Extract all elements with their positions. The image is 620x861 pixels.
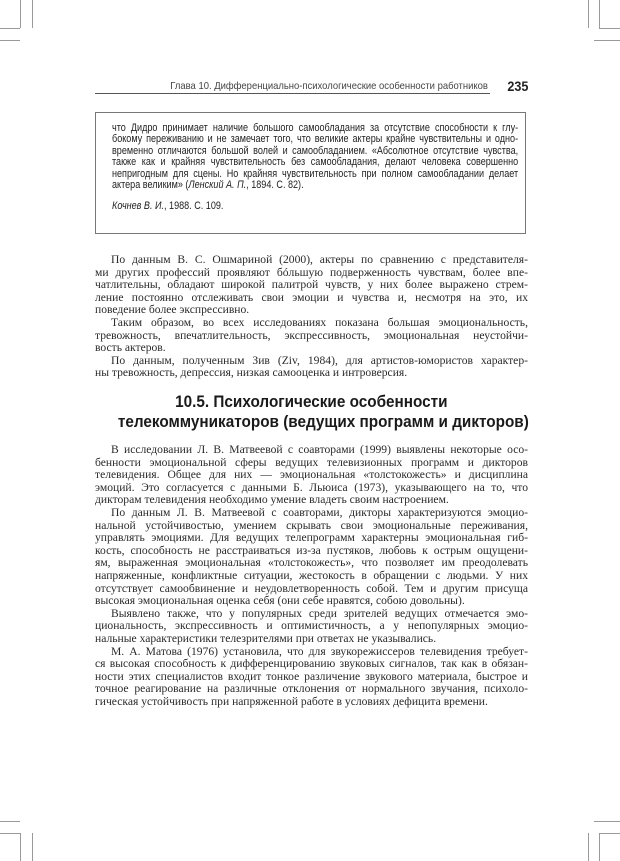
section-heading-line: 10.5. Психологические особенности — [175, 392, 448, 411]
paragraph-line: Таким образом, во всех исследованиях показана большая эмоциональность, — [111, 315, 528, 329]
crop-mark — [0, 28, 20, 29]
paragraph-line: ми других профессий проявляют бóльшую подверженность чувствам, более впе- — [95, 265, 528, 279]
quote-line: что Дидро принимает наличие большого самообладания за отсутствие способности к глу- — [112, 122, 519, 134]
crop-mark — [0, 40, 20, 41]
crop-mark — [599, 833, 620, 834]
paragraph-line: Выявлено также, что у популярных среди зрителей ведущих отмечается эмо- — [111, 606, 528, 620]
paragraph-line: По данным В. С. Ошмариной (2000), актеры по сравнению с представителя- — [111, 253, 528, 266]
paragraph-line: нальной устойчивостью, умением скрывать свои эмоциональные переживания, — [95, 518, 528, 532]
quote-line: также как и крайняя чувствительность без самообладания, делают человека совершенно — [112, 156, 519, 169]
crop-mark — [599, 28, 620, 29]
quote-box — [95, 112, 526, 234]
body-text-before — [95, 254, 528, 380]
paragraph-line: По данным Л. В. Матвеевой с соавторами, дикторы характеризуются эмоцио- — [111, 505, 528, 519]
paragraph-line: телевидения. Общее для них — эмоциональная «толстокожесть» и дисциплина — [95, 468, 528, 482]
crop-mark — [0, 821, 20, 822]
quote-text: , 1894. С. 82). — [246, 179, 304, 192]
paragraph-line: ны тревожность, депрессия, низкая самооценка и интроверсия. — [95, 366, 408, 380]
section-heading-line: телекоммуникаторов (ведущих программ и дикторов) — [117, 412, 529, 431]
paragraph-line: чатлительны, обладают широкой палитрой чувств, у них более выражено стрем- — [95, 278, 528, 292]
paragraph-line: нальные характеристики телезрителями при ответах не указывались. — [95, 631, 437, 645]
paragraph-line: высокая эмоциональная оценка себя (они себе нравятся, собою довольны). — [95, 594, 465, 608]
crop-mark — [599, 0, 600, 28]
paragraph-line: кость, способность не расстраиваться из-за пустяков, любовь к острым ощущени- — [95, 543, 528, 557]
paragraph-line: ся высокая способность к дифференцированию звуковых сигналов, так как в обязан- — [95, 657, 528, 671]
quote-line: непригодным для сцены. Но крайняя чувствительность при полном самообладании делает — [112, 167, 519, 180]
quote-source — [112, 201, 518, 212]
quote-last-line — [112, 180, 518, 191]
paragraph-line: тревожность, впечатлительность, экспрессивность, эмоциональная неустойчи- — [95, 328, 528, 342]
crop-mark — [32, 833, 33, 861]
crop-mark — [594, 821, 620, 822]
paragraph-line: бенности эмоциональной сферы ведущих телевизионных программ и дикторов — [95, 455, 528, 469]
paragraph-line: ности этих специалистов входит тонкое различение звукового материала, быстрое и — [95, 669, 528, 683]
quote-line: бокому переживанию и не замечает того, что великие актеры крайне чувствительны и одно- — [112, 133, 519, 146]
crop-mark — [588, 833, 589, 861]
paragraph-line: ление постоянно отслеживать свои эмоции и чувства и, несмотря на это, их — [95, 290, 528, 304]
source-details: , 1988. С. 109. — [163, 200, 224, 213]
paragraph-line: отсутствует самообвинение и неудовлетворенность собой. Тем и другим присуща — [95, 581, 528, 595]
paragraph-line: М. А. Матова (1976) установила, что для звукорежиссеров телевидения требует- — [111, 644, 528, 658]
paragraph-line: ям, выраженная эмоциональная «толстокожесть», что позволяет им преодолевать — [95, 556, 528, 570]
paragraph-line: управлять эмоциями. Для ведущих телепрограмм характерны эмоциональная гиб- — [95, 531, 528, 545]
paragraph-line: напряженные, конфликтные ситуации, жестокость в обращении с людьми. У них — [95, 568, 528, 582]
quote-text: актера великим» ( — [112, 179, 189, 192]
paragraph-line: В исследовании Л. В. Матвеевой с соавторами (1999) выявлены некоторые осо- — [111, 443, 528, 456]
quote-line: временно отличаются большой волей и самообладанием. «Абсолютное отсутствие чувства, — [112, 144, 519, 157]
body-text-after — [95, 444, 528, 708]
crop-mark — [32, 0, 33, 28]
crop-mark — [599, 833, 600, 861]
header-rule — [95, 93, 490, 94]
paragraph-line: По данным, полученным Зив (Ziv, 1984), для артистов-юмористов характер- — [111, 353, 528, 367]
source-author: Кочнев В. И. — [112, 200, 164, 213]
paragraph-line: точное реагирование на различные отклонения от нормального звучания, психоло- — [95, 682, 528, 696]
paragraph-line: вость актеров. — [95, 341, 166, 355]
paragraph-line: поведение более экспрессивно. — [95, 303, 250, 317]
paragraph-line: дикторам телевидения необходимо умение владеть своим настроением. — [95, 493, 449, 507]
paragraph-line: циональность, экспрессивность и оптимистичность, а у непопулярных эмоцио- — [95, 619, 528, 633]
page-number: 235 — [506, 78, 528, 94]
crop-mark — [20, 0, 21, 28]
running-head — [95, 80, 528, 96]
section-heading — [95, 392, 528, 432]
paragraph-line: гическая устойчивость при напряженной работе в условиях дефицита времени. — [95, 694, 488, 708]
quote-author: Ленский А. П. — [188, 179, 247, 192]
crop-mark — [20, 833, 21, 861]
paragraph-line: эмоций. Это согласуется с данными Б. Льюиса (1973), указывающего на то, что — [95, 480, 528, 494]
crop-mark — [588, 0, 589, 28]
crop-mark — [0, 833, 20, 834]
chapter-title: Глава 10. Дифференциально-психологические особенности работников — [170, 80, 488, 92]
crop-mark — [594, 40, 620, 41]
